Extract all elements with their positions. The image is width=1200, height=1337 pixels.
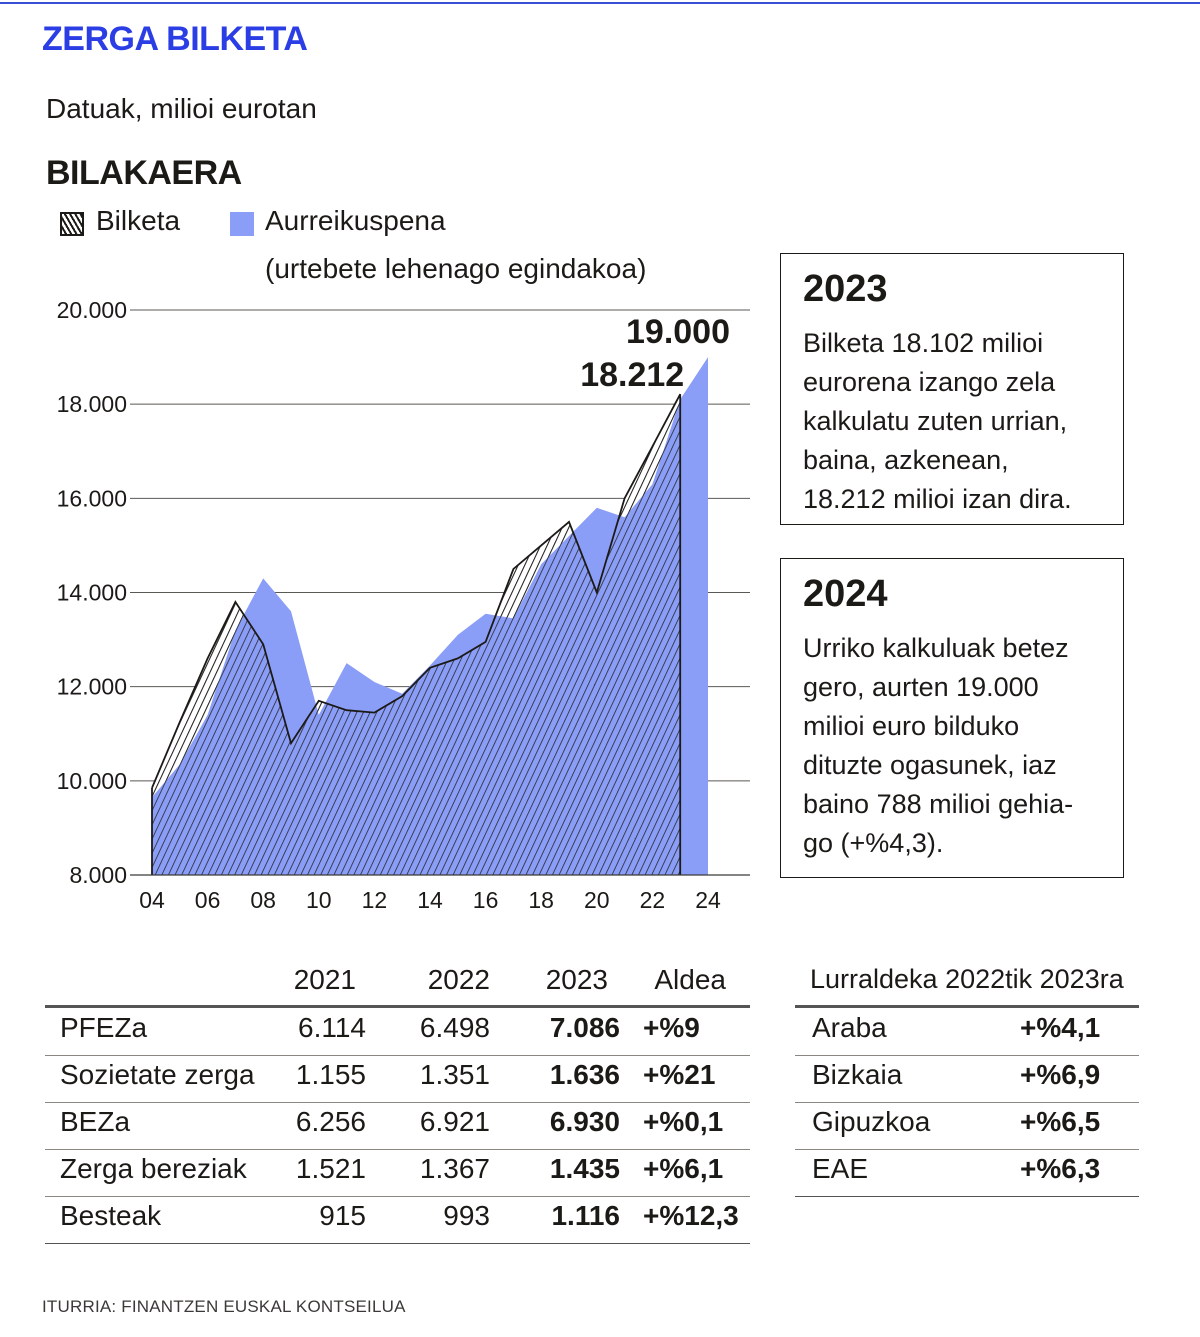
infobox-2024 (780, 558, 1124, 878)
tax-row-2021: 6.114 (298, 1012, 366, 1043)
infobox-2023-year: 2023 (803, 268, 888, 310)
x-tick-label: 14 (417, 887, 443, 913)
x-tick-label: 04 (139, 887, 165, 913)
infobox-2023-text: Bilketa 18.102 milioi eurorena izango zela kalkulatu zuten urrian, baina, azkenean, 18.212 milioi izan dira. (803, 328, 1072, 514)
page-subtitle: Datuak, milioi eurotan (46, 93, 317, 124)
tax-table-header-aldea: Aldea (654, 964, 726, 995)
x-tick-label: 20 (584, 887, 610, 913)
y-tick-label: 8.000 (69, 862, 127, 888)
tax-row-2023: 1.116 (551, 1200, 620, 1231)
region-row-value: +%6,5 (1020, 1106, 1101, 1137)
tax-row-aldea: +%21 (643, 1059, 716, 1090)
tax-table-bottom-rule (45, 1243, 750, 1244)
x-tick-label: 10 (306, 887, 332, 913)
tax-row-2023: 1.636 (549, 1059, 620, 1090)
tax-row-name: Zerga bereziak (60, 1153, 247, 1184)
tax-table-header-2023: 2023 (545, 964, 608, 995)
tax-row-name: BEZa (60, 1106, 131, 1137)
tax-table-header-2022: 2022 (427, 964, 490, 995)
tax-row-name: Besteak (60, 1200, 162, 1231)
x-tick-label: 22 (639, 887, 666, 913)
x-tick-label: 12 (361, 887, 388, 913)
tax-row-2021: 1.521 (295, 1153, 366, 1184)
row-divider (795, 1055, 1139, 1056)
tax-row-2022: 1.351 (419, 1059, 490, 1090)
tax-row-2021: 1.155 (295, 1059, 366, 1090)
tax-row-name: Sozietate zerga (60, 1059, 255, 1090)
tax-table-header-rule (45, 1005, 750, 1008)
region-row-name: Gipuzkoa (812, 1106, 931, 1137)
region-row-name: EAE (812, 1153, 869, 1184)
data-label: 18.212 (580, 356, 685, 395)
row-divider (795, 1102, 1139, 1103)
y-tick-label: 14.000 (56, 579, 127, 606)
x-tick-label: 08 (250, 887, 276, 913)
tax-row-2023: 6.930 (549, 1106, 620, 1137)
tax-row-2022: 993 (443, 1200, 490, 1231)
row-divider (45, 1055, 750, 1056)
row-divider (795, 1196, 1139, 1197)
page-title: ZERGA BILKETA (42, 20, 308, 58)
row-divider (45, 1149, 750, 1150)
tax-row-2023: 1.435 (549, 1153, 620, 1184)
x-tick-label: 18 (528, 887, 554, 913)
region-row-value: +%6,9 (1020, 1059, 1101, 1090)
data-label: 19.000 (626, 313, 730, 352)
region-row-name: Bizkaia (812, 1059, 903, 1090)
region-table-header-rule (795, 1005, 1139, 1008)
tax-row-aldea: +%6,1 (643, 1153, 724, 1184)
region-row-name: Araba (812, 1012, 887, 1043)
x-tick-label: 24 (695, 887, 721, 913)
y-tick-label: 12.000 (56, 673, 127, 700)
y-tick-label: 10.000 (56, 767, 127, 794)
legend-label-bilketa: Bilketa (96, 205, 181, 236)
row-divider (45, 1196, 750, 1197)
tax-row-aldea: +%0,1 (643, 1106, 724, 1137)
section-title: BILAKAERA (46, 154, 242, 192)
legend-note-aurreikuspena: (urtebete lehenago egindakoa) (265, 253, 647, 284)
y-tick-label: 20.000 (56, 297, 127, 323)
tax-row-2023: 7.086 (549, 1012, 620, 1043)
infobox-2024-text: Urriko kalkuluak betez gero, aurten 19.000 milioi euro bilduko dituzte ogasunek, iaz baino 788 milioi gehia- go (+%4,3). (803, 633, 1074, 858)
x-tick-label: 06 (194, 887, 221, 913)
source-note: ITURRIA: FINANTZEN EUSKAL KONTSEILUA (42, 1297, 406, 1316)
tax-table-header-2021: 2021 (293, 964, 356, 995)
tax-row-2022: 1.367 (419, 1153, 490, 1184)
region-row-value: +%6,3 (1020, 1153, 1101, 1184)
region-row-value: +%4,1 (1020, 1012, 1101, 1043)
row-divider (795, 1149, 1139, 1150)
row-divider (45, 1102, 750, 1103)
tax-row-2022: 6.498 (419, 1012, 490, 1043)
tax-row-2021: 6.256 (295, 1106, 366, 1137)
y-tick-label: 16.000 (56, 485, 127, 512)
bilketa-hatch-overlay (152, 394, 680, 875)
x-tick-label: 16 (472, 887, 499, 913)
tax-row-aldea: +%9 (643, 1012, 700, 1043)
tax-row-2022: 6.921 (419, 1106, 490, 1137)
y-tick-label: 18.000 (56, 391, 127, 418)
infobox-2024-year: 2024 (803, 573, 888, 615)
tax-row-2021: 915 (319, 1200, 366, 1231)
infobox-2023 (780, 253, 1124, 525)
tax-row-name: PFEZa (60, 1012, 148, 1043)
region-table-header: Lurraldeka 2022tik 2023ra (810, 964, 1124, 994)
tax-row-aldea: +%12,3 (643, 1200, 739, 1231)
legend-label-aurreikuspena: Aurreikuspena (265, 205, 446, 236)
